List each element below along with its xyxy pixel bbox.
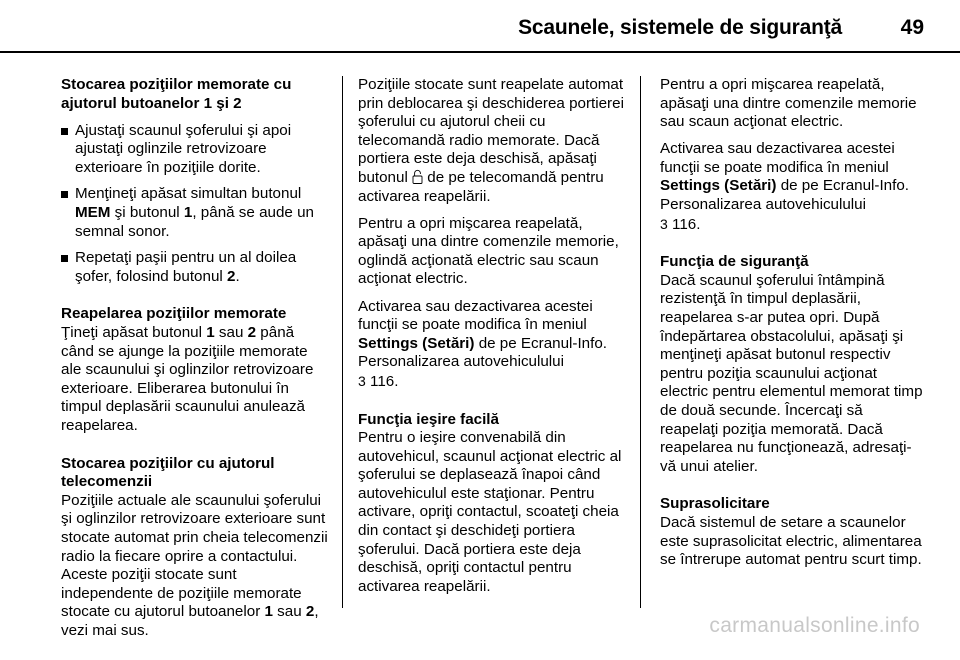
text-fragment: sau xyxy=(272,603,306,621)
section-overload xyxy=(660,495,925,569)
section-heading: Stocarea poziţiilor memorate cu ajutorul butoanelor 1 şi 2 xyxy=(61,76,292,112)
button-name-mem: MEM xyxy=(75,204,111,222)
text-fragment: sau xyxy=(214,324,248,342)
button-name-1: 1 xyxy=(183,204,193,222)
column-3 xyxy=(660,76,925,589)
button-name-2: 2 xyxy=(305,603,315,621)
column-divider-1 xyxy=(342,76,343,608)
column-2 xyxy=(358,76,625,615)
text-fragment: şi butonul xyxy=(110,204,184,222)
paragraph: Dacă scaunul şoferului întâmpină rezistenţă în timpul deplasării, reapelarea s-ar putea opri. După îndepărtarea obstacolului, apăsaţi şi menţineţi apăsat butonul respectiv pentru poziţia scaunului acţionat electric pentru elementul memorat timp de două secunde. Încercaţi să reapelaţi poziţia memorată. Dacă reapelarea nu funcţionează, adresaţi-vă unui atelier. xyxy=(660,271,923,475)
text-fragment: Repetaţi paşii pentru un al doilea şofer, folosind butonul xyxy=(75,249,297,285)
list-item xyxy=(61,249,329,286)
page-header xyxy=(0,0,960,48)
page-reference-arrow: 3 xyxy=(660,215,668,232)
text-fragment: Activarea sau dezactivarea acestei funcţii se poate modifica în meniul xyxy=(358,297,593,334)
section-heading: Stocarea poziţiilor cu ajutorul telecomenzii xyxy=(61,454,275,491)
paragraph: Dacă sistemul de setare a scaunelor este suprasolicitat electric, alimentarea se întrerupe automat pentru scurt timp. xyxy=(660,513,922,569)
unlock-icon xyxy=(412,169,423,184)
list-item xyxy=(61,185,329,241)
page-reference: 116. xyxy=(365,372,399,390)
watermark: carmanualsonline.info xyxy=(709,614,920,637)
text-fragment: Ţineţi apăsat butonul xyxy=(61,324,207,342)
section-remote-storage xyxy=(61,455,329,641)
text-fragment: Menţineţi apăsat simultan butonul xyxy=(75,185,302,203)
menu-name-settings: Settings (Setări) xyxy=(660,177,777,195)
paragraph xyxy=(660,140,925,234)
paragraph xyxy=(61,324,329,436)
page-reference-arrow: 3 xyxy=(358,372,366,389)
paragraph xyxy=(358,298,625,392)
menu-name-settings: Settings (Setări) xyxy=(358,334,475,352)
text-fragment: Activarea sau dezactivarea acestei funcţii se poate modifica în meniul xyxy=(660,140,895,176)
page-number: 49 xyxy=(900,16,924,39)
text-fragment: , vezi mai sus. xyxy=(61,603,319,639)
section-heading: Funcţia ieşire facilă xyxy=(358,410,499,428)
button-name-2: 2 xyxy=(247,324,257,342)
section-heading: Funcţia de siguranţă xyxy=(660,253,809,271)
list-item xyxy=(61,122,329,178)
text-fragment: , până se aude un semnal sonor. xyxy=(75,204,314,240)
section-recall xyxy=(61,305,329,435)
section-heading: Reapelarea poziţiilor memorate xyxy=(61,305,287,323)
page-title: Scaunele, sistemele de siguranţă xyxy=(518,16,842,39)
section-heading: Suprasolicitare xyxy=(660,495,770,513)
page-reference: 116. xyxy=(667,215,701,233)
text-fragment: . xyxy=(235,267,240,285)
button-name-2: 2 xyxy=(226,267,236,285)
paragraph: Pentru a opri mişcarea reapelată, apăsaţi una dintre comenzile memorie, oglindă acţionată electric sau scaun acţionat electric. xyxy=(358,214,619,288)
paragraph: Pentru a opri mişcarea reapelată, apăsaţi una dintre comenzile memorie sau scaun acţionat electric. xyxy=(660,76,917,131)
text-fragment: de pe Ecranul-Info. Personalizarea autovehiculului xyxy=(358,334,608,371)
button-name-1: 1 xyxy=(264,603,273,621)
text-fragment: până când se ajunge la poziţiile memorate ale scaunului şi oglinzilor retrovizoare exterioare. Eliberarea butonului în timpul deplasării scaunului anulează reapelarea. xyxy=(61,324,314,434)
paragraph xyxy=(358,76,625,206)
text-fragment: Poziţiile actuale ale scaunului şoferului şi oglinzilor retrovizoare exterioare sunt stocate automat prin cheia telecomenzii radio la fiecare oprire a contactului. Aceste poziţii stocate sunt independente de poziţiile memorate stocate cu ajutorul butoanelor xyxy=(61,491,328,621)
button-name-1: 1 xyxy=(206,324,215,342)
list-item-text: Ajustaţi scaunul şoferului şi apoi ajustaţi oglinzile retrovizoare exterioare în poziţiile dorite. xyxy=(75,121,292,176)
section-safety-function xyxy=(660,253,925,476)
text-fragment: Poziţiile stocate sunt reapelate automat prin deblocarea şi deschiderea portierei şoferului cu ajutorul cheii cu telecomandă radio memorate. Dacă portiera este deja deschisă, apăsaţi butonul xyxy=(358,76,624,186)
column-divider-2 xyxy=(640,76,641,608)
header-divider xyxy=(0,51,960,53)
section-memory-buttons xyxy=(61,76,329,286)
text-fragment: de pe telecomandă pentru activarea reapelării. xyxy=(358,168,604,205)
column-1 xyxy=(61,76,329,660)
paragraph: Pentru o ieşire convenabilă din autovehicul, scaunul acţionat electric al şoferului se deplasează înapoi când autovehiculul este staţionar. Pentru activare, opriţi contactul, scoateţi cheia din contact şi deschideţi portiera şoferului. Dacă portiera este deja deschisă, opriţi contactul pentru activarea reapelării. xyxy=(358,429,622,595)
section-easy-exit xyxy=(358,411,625,597)
paragraph xyxy=(61,492,329,641)
text-fragment: de pe Ecranul-Info. Personalizarea autovehiculului xyxy=(660,177,910,214)
